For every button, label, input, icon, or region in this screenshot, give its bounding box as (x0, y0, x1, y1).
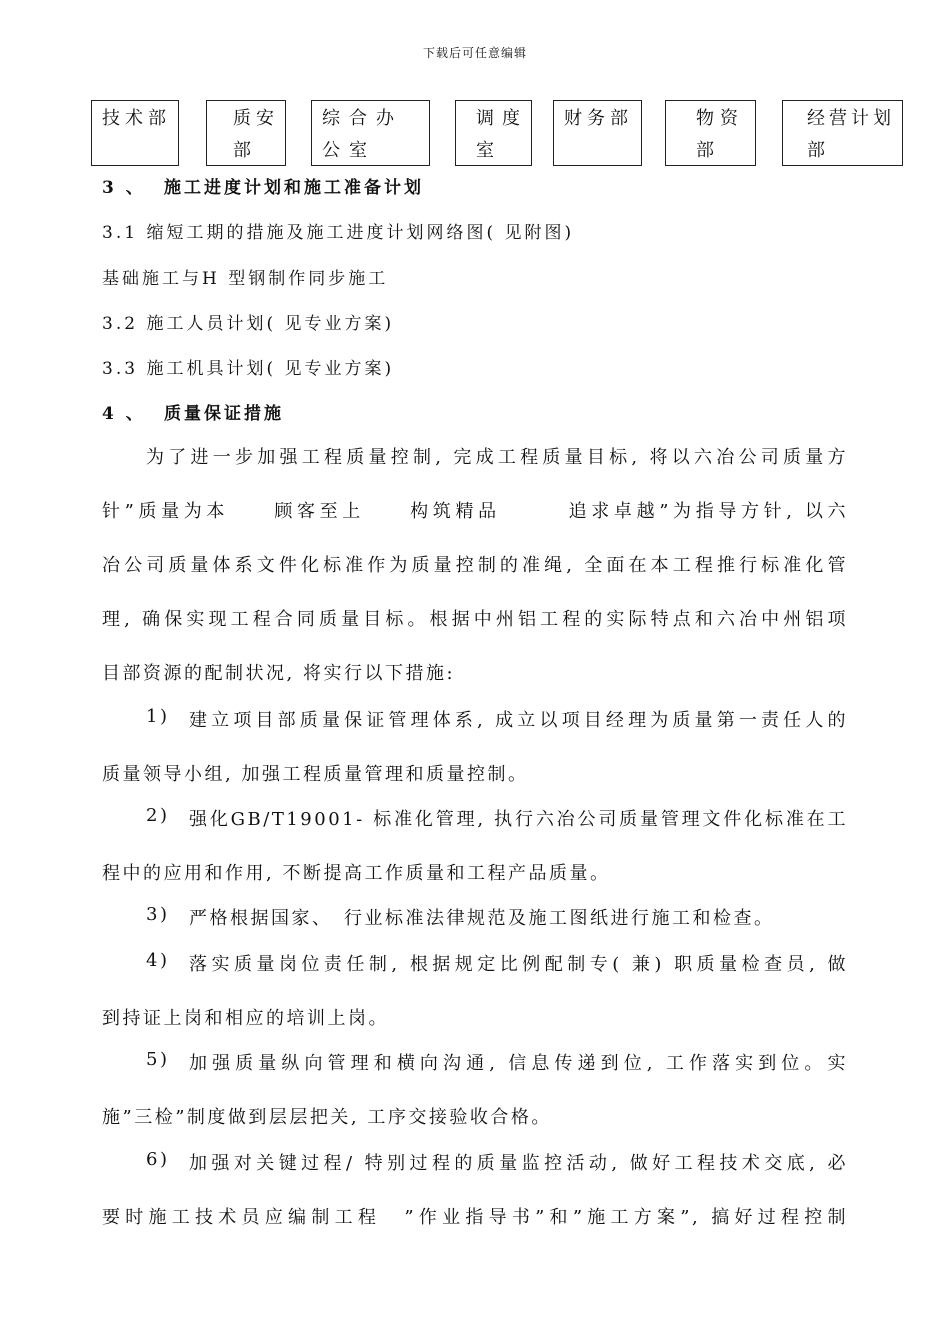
section3-item: 3.1 缩短工期的措施及施工进度计划网络图( 见附图) (102, 223, 575, 243)
dept-box-materials: 物资部 (665, 100, 756, 166)
measure-line: 加强对关键过程/ 特别过程的质量监控活动, 做好工程技术交底, 必 (189, 1153, 848, 1174)
section4-number: 4 、 (102, 404, 146, 424)
section3-item: 基础施工与H 型钢制作同步施工 (102, 269, 389, 289)
section3-item: 3.2 施工人员计划( 见专业方案) (102, 314, 395, 334)
dept-box-quality-safety: 质安部 (206, 100, 286, 166)
measure-number: 3) (146, 904, 170, 925)
dept-box-general-office: 综合办公室 (311, 100, 430, 166)
section4-heading (102, 399, 284, 424)
section3-heading (102, 173, 424, 198)
measure-line: 程中的应用和作用, 不断提高工作质量和工程产品质量。 (102, 863, 611, 884)
measure-number: 1) (146, 706, 170, 727)
dept-box-business-planning: 经营计划部 (782, 100, 903, 166)
section4-title: 质量保证措施 (164, 404, 284, 424)
intro-line: 为了进一步加强工程质量控制, 完成工程质量目标, 将以六冶公司质量方 (146, 447, 848, 468)
measure-line: 落实质量岗位责任制, 根据规定比例配制专( 兼) 职质量检查员, 做 (189, 954, 848, 975)
measure-line: 加强质量纵向管理和横向沟通, 信息传递到位, 工作落实到位。实 (189, 1053, 848, 1074)
dept-box-dispatch: 调度室 (455, 100, 532, 166)
dept-box-finance: 财务部 (553, 100, 642, 166)
measure-number: 6) (146, 1149, 170, 1170)
header-note: 下载后可任意编辑 (422, 46, 527, 60)
intro-line: 冶公司质量体系文件化标准作为质量控制的准绳, 全面在本工程推行标准化管 (102, 555, 848, 576)
measure-number: 5) (146, 1049, 170, 1070)
measure-line: 施”三检”制度做到层层把关, 工序交接验收合格。 (102, 1107, 552, 1128)
intro-line: 针”质量为本 顾客至上 构筑精品 追求卓越”为指导方针, 以六 (102, 501, 848, 522)
intro-line: 理, 确保实现工程合同质量目标。根据中州铝工程的实际特点和六冶中州铝项 (102, 609, 848, 630)
measure-line: 建立项目部质量保证管理体系, 成立以项目经理为质量第一责任人的 (189, 710, 848, 731)
section3-item: 3.3 施工机具计划( 见专业方案) (102, 359, 395, 379)
measure-line: 到持证上岗和相应的培训上岗。 (102, 1008, 389, 1029)
measure-number: 4) (146, 950, 170, 971)
measure-number: 2) (146, 805, 170, 826)
dept-box-technical: 技术部 (91, 100, 179, 166)
measure-line: 严格根据国家、 行业标准法律规范及施工图纸进行施工和检查。 (189, 908, 775, 929)
measure-line: 强化GB/T19001- 标准化管理, 执行六冶公司质量管理文件化标准在工 (189, 809, 848, 830)
section3-title: 施工进度计划和施工准备计划 (164, 178, 424, 198)
measure-line: 要时施工技术员应编制工程 ”作业指导书”和”施工方案”, 搞好过程控制 (102, 1207, 848, 1228)
section3-number: 3 、 (102, 178, 146, 198)
intro-line: 目部资源的配制状况, 将实行以下措施: (102, 663, 456, 684)
measure-line: 质量领导小组, 加强工程质量管理和质量控制。 (102, 764, 529, 785)
